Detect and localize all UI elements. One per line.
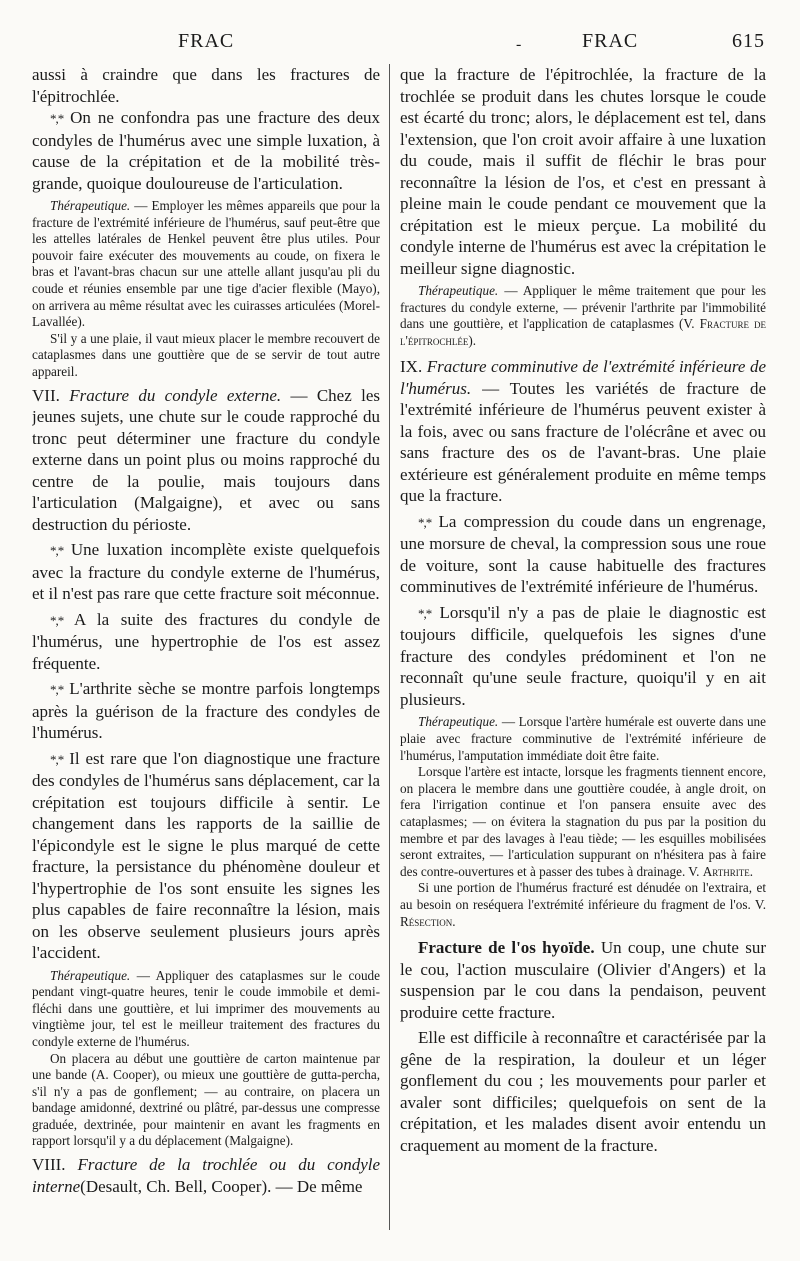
section-title: Fracture de l'os hyoïde. [418, 938, 595, 958]
paragraph-text: ). [468, 332, 477, 348]
paragraph-text: — Appliquer le même traitement que pour les fractures du condyle externe, — prévenir l'arthrite par l'immobilité dans une gouttière, et l'application de cataplasmes (V. [400, 283, 766, 332]
section-title: Fracture comminutive de l'extrémité inférieure de l'humérus. [400, 357, 766, 398]
therapeutics-label: Thérapeutique. [418, 283, 499, 298]
small-paragraph: On placera au début une gouttière de carton maintenue par une bande (A. Cooper), ou mieux une gouttière de gutta-percha, s'il n'y a pas de gonflement; — au contraire, on placera un bandage amidonné, dextriné ou plâtré, par-dessus une compresse graduée, dextrinée, pour maintenir en avant les fragments en rapport lorsqu'il y a du déplacement (Malgaigne). [32, 1050, 380, 1149]
therapeutics-paragraph [400, 283, 766, 349]
paragraph-text: L'arthrite sèche se montre parfois longtemps après la guérison de la fracture des condyles de l'humérus. [32, 679, 380, 743]
section-number: VIII. [32, 1155, 66, 1175]
paragraph-text: On ne confondra pas une fracture des deux condyles de l'humérus avec une simple luxation, à cause de la crépitation et de la mobilité très-grande, quoique douloureuse de l'articulation. [32, 108, 380, 193]
paragraph-text: . [749, 863, 753, 879]
section-number: VII. [32, 385, 60, 405]
paragraph-text: — Employer les mêmes appareils que pour la fracture de l'extrémité inférieure de l'humérus, sauf peut-être que les attelles latérales de Henkel peuvent être plus utiles. Pour pouvoir faire exécuter des mouvements au coude, on fixera le bras et l'avant-bras chacun sur une attelle allant jusqu'au pli du coude et réunies ensemble par une tige d'acier flexible (Mayo), on arrivera au même résultat avec les cuirasses articulées (Morel-Lavallée). [32, 198, 380, 330]
asterism: *,* [50, 543, 64, 559]
asterism: *,* [50, 751, 64, 767]
paragraph-text: — Appliquer des cataplasmes sur le coude pendant vingt-quatre heures, tenir le coude immobile et demi-fléchi dans une gouttière, et lui imprimer des mouvements au vingtième jour, tel est le meilleur traitement des fractures du condyle externe de l'humérus. [32, 967, 380, 1049]
page-number: 615 [732, 30, 765, 52]
cross-reference: Fracture de l'épitrochlée [400, 316, 766, 348]
paragraph [32, 678, 380, 744]
paragraph [32, 609, 380, 675]
section-number: IX. [400, 357, 423, 377]
asterism: *,* [418, 514, 432, 530]
running-header [0, 30, 800, 54]
section-text: — Toutes les variétés de fracture de l'extrémité inférieure de l'humérus peuvent exister à la fois, avec ou sans fracture de l'olécrâne et avec ou sans fracture des os de l'avant-bras. Une plaie extérieure est généralement produite en même temps que la fracture. [400, 378, 766, 506]
paragraph-text: Une luxation incomplète existe quelquefois avec la fracture du condyle externe de l'humérus, et il n'est pas rare que cette fracture soit méconnue. [32, 540, 380, 604]
section-title: Fracture de la trochlée ou du condyle interne [32, 1155, 380, 1196]
therapeutics-label: Thérapeutique. [50, 967, 131, 983]
cross-reference: Arthrite [702, 863, 750, 879]
paragraph: aussi à craindre que dans les fractures de l'épitrochlée. [32, 65, 380, 106]
paragraph [32, 748, 380, 964]
therapeutics-paragraph [400, 714, 766, 764]
section-text: — Chez les jeunes sujets, une chute sur le coude rapproché du tronc peut déterminer une fracture du condyle externe dans un point plus ou moins rapproché du centre de la poulie, mais toujours dans l'articulation (Malgaigne), et avec ou sans destruction du périoste. [32, 385, 380, 534]
paragraph [400, 602, 766, 711]
right-running-title: FRAC [582, 30, 639, 52]
asterism: *,* [418, 605, 432, 621]
small-paragraph [400, 880, 766, 930]
section-text: (Desault, Ch. Bell, Cooper). — De même [80, 1176, 363, 1196]
column-divider [389, 64, 390, 1230]
left-running-title: FRAC [178, 30, 235, 52]
asterism: *,* [50, 682, 64, 698]
section-heading-vii [32, 385, 380, 536]
paragraph-text: . [452, 913, 456, 929]
paragraph [32, 539, 380, 605]
section-title: Fracture du condyle externe. [69, 385, 282, 405]
section-heading-viii [32, 1154, 380, 1197]
therapeutics-label: Thérapeutique. [418, 714, 499, 730]
paragraph-text: Lorsque l'artère est intacte, lorsque les fragments tiennent encore, on placera le membre dans une gouttière coudée, à angle droit, on fera l'irrigation continue et l'on pansera ensuite avec des cataplasmes; — on évitera la stagnation du pus par la position du membre et par des lavages à l'eau tiède; — les esquilles mobilisées seront extraites, — l'articulation suppurant on n'hésitera pas à faire des contre-ouvertures et à passer des tubes à drainage. V. [400, 764, 766, 879]
paragraph: Elle est difficile à reconnaître et caractérisée par la gêne de la respiration, la douleur et un léger gonflement du cou ; les mouvements pour parler et avaler sont difficiles; quelquefois on sent de la crépitation, et les malades disent avoir entendu un craquement au moment de la fracture. [400, 1028, 766, 1155]
left-column [32, 64, 380, 1244]
paragraph-text: — Lorsque l'artère humérale est ouverte dans une plaie avec fracture comminutive de l'extrémité inférieure de l'humérus, l'amputation immédiate doit être faite. [400, 714, 766, 763]
paragraph: que la fracture de l'épitrochlée, la fracture de la trochlée se produit dans les chutes lorsque le coude est écarté du tronc; alors, le déplacement est tel, dans l'extension, que l'on croit avoir affaire à une luxation du coude, mais il suffit de fléchir le bras pour reconnaître la lésion de l'os, et c'est en pressant à pleine main le coude pendant ce mouvement que la crépitation est le mieux perçue. La mobilité du condyle interne de l'humérus est avec la crépitation le meilleur signe diagnostic. [400, 65, 766, 278]
paragraph [400, 511, 766, 598]
therapeutics-paragraph [32, 968, 380, 1051]
therapeutics-label: Thérapeutique. [50, 198, 131, 213]
header-mark: - [516, 36, 523, 53]
cross-reference: Résection [400, 913, 453, 929]
hyoid-section [400, 937, 766, 1023]
asterism: *,* [50, 612, 64, 628]
paragraph [32, 107, 380, 194]
therapeutics-paragraph [32, 198, 380, 331]
right-column [400, 64, 766, 1244]
paragraph-text: A la suite des fractures du condyle de l'humérus, une hypertrophie de l'os est assez fréquente. [32, 609, 380, 673]
section-text: Un coup, une chute sur le cou, l'action musculaire (Olivier d'Angers) et la suspension par le cou dans la pendaison, peuvent produire cette fracture. [400, 938, 766, 1022]
paragraph-text: Si une portion de l'humérus fracturé est dénudée on l'extraira, et au besoin on reséquera l'extrémité inférieure du fragment de l'os. V. [400, 880, 766, 912]
paragraph-text: Il est rare que l'on diagnostique une fracture des condyles de l'humérus sans déplacement, car la crépitation est toujours difficile à sentir. Le changement dans les rapports de la saillie de l'épicondyle est le signe le plus marqué de cette fracture, la persistance du phénomène douleur et l'hypertrophie de l'os sont ensuite les signes les plus capables de faire reconnaître la lésion, mais on les observe seulement plusieurs jours après l'accident. [32, 748, 380, 963]
asterism: *,* [50, 111, 64, 126]
section-heading-ix [400, 356, 766, 507]
paragraph-text: Lorsqu'il n'y a pas de plaie le diagnostic est toujours difficile, quelquefois les signes d'une fracture des condyles prédominent et l'on ne reconnaît qu'une seule fracture, quoiqu'il y en ait plusieurs. [400, 602, 766, 709]
small-paragraph [400, 764, 766, 880]
small-paragraph: S'il y a une plaie, il vaut mieux placer le membre recouvert de cataplasmes dans une gouttière que de se servir de tout autre appareil. [32, 330, 380, 379]
paragraph-text: La compression du coude dans un engrenage, une morsure de cheval, la compression sous une roue de voiture, sont la cause habituelle des fractures comminutives de l'extrémité inférieure de l'humérus. [400, 511, 766, 597]
